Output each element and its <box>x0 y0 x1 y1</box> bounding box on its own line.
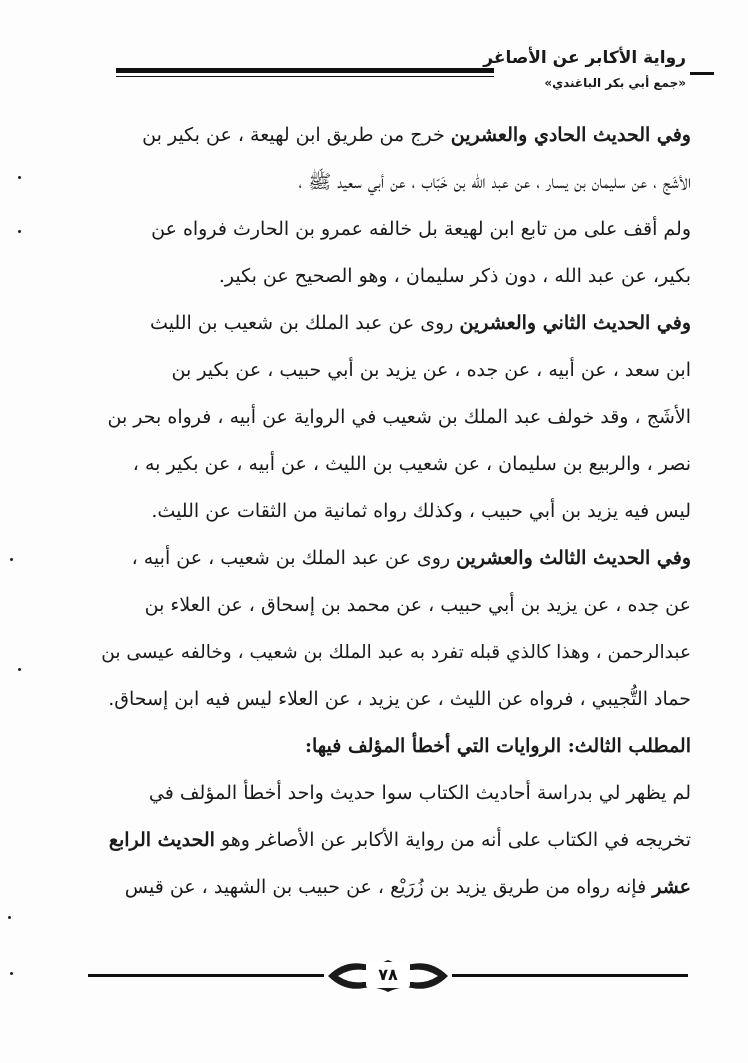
scan-speck <box>8 916 11 919</box>
header-rule-thin <box>116 76 494 77</box>
line-text: عن جده ، عن يزيد بن أبي حبيب ، عن محمد بن إسحاق ، عن العلاء بن <box>144 594 691 616</box>
line-text: ولم أقف على من تابع ابن لهيعة بل خالفه عمرو بن الحارث فرواه عن <box>151 218 691 240</box>
line-text: تخريجه في الكتاب على أنه من رواية الأكابر عن الأصاغر وهو <box>214 829 691 851</box>
text-line <box>88 770 691 817</box>
text-line <box>88 347 691 394</box>
bold-heading: وفي الحديث الثاني والعشرين <box>459 312 691 334</box>
book-title: رواية الأكابر عن الأصاغر <box>483 48 686 68</box>
page-footer <box>88 950 688 1000</box>
scan-speck <box>10 972 13 975</box>
book-subtitle: «جمع أبي بكر الباغندي» <box>544 76 686 90</box>
line-text: ابن سعد ، عن أبيه ، عن جده ، عن يزيد بن أبي حبيب ، عن بكير بن <box>171 359 691 381</box>
scan-speck <box>18 668 21 671</box>
text-line <box>88 723 691 770</box>
text-line <box>88 488 691 535</box>
bold-heading: الحديث الرابع <box>108 829 215 851</box>
page-number: ٧٨ <box>366 962 410 988</box>
text-line <box>88 206 691 253</box>
text-line <box>88 300 691 347</box>
scan-speck <box>18 176 21 179</box>
line-text: نصر ، والربيع بن سليمان ، عن شعيب بن الليث ، عن أبيه ، عن بكير به ، <box>132 453 691 475</box>
line-text: الأشَج ، وقد خولف عبد الملك بن شعيب في الرواية عن أبيه ، فرواه بحر بن <box>107 406 691 428</box>
line-text: لم يظهر لي بدراسة أحاديث الكتاب سوا حديث واحد أخطأ المؤلف في <box>148 782 691 804</box>
line-text: روى عن عبد الملك بن شعيب ، عن أبيه ، <box>131 547 457 569</box>
line-text: عبدالرحمن ، وهذا كالذي قبله تفرد به عبد الملك بن شعيب ، وخالفه عيسى بن <box>101 642 691 663</box>
line-text: خرج من طريق ابن لهيعة ، عن بكير بن <box>142 124 451 146</box>
bold-heading: وفي الحديث الثالث والعشرين <box>456 547 691 569</box>
text-line <box>88 864 691 911</box>
text-line <box>88 441 691 488</box>
line-text: روى عن عبد الملك بن شعيب بن الليث <box>150 312 460 334</box>
bold-heading: وفي الحديث الحادي والعشرين <box>450 124 691 146</box>
text-line <box>88 817 691 864</box>
line-text: الأشَج ، عن سليمان بن يسار ، عن عبد الله بن خَبّاب ، عن أبي سعيد ﷺ ، <box>298 171 691 193</box>
header-tick <box>690 72 714 75</box>
header-rule <box>116 68 494 73</box>
text-line <box>88 394 691 441</box>
scan-speck <box>18 230 21 233</box>
line-text: فإنه رواه من طريق يزيد بن زُرَيْع ، عن حبيب بن الشهيد ، عن قيس <box>124 876 653 898</box>
running-header <box>86 42 686 102</box>
line-text: ليس فيه يزيد بن أبي حبيب ، وكذلك رواه ثمانية من الثقات عن الليث. <box>151 500 691 522</box>
bold-heading: المطلب الثالث: الروايات التي أخطأ المؤلف فيها: <box>304 735 691 757</box>
text-line <box>88 629 691 676</box>
text-line <box>88 112 691 159</box>
line-text: حماد التُّجيبي ، فرواه عن الليث ، عن يزيد ، عن العلاء ليس فيه ابن إسحاق. <box>108 688 691 710</box>
bold-heading: عشر <box>652 876 691 898</box>
text-line <box>88 676 691 723</box>
footer-rule-right <box>452 974 688 977</box>
text-line <box>88 253 691 300</box>
text-line <box>88 535 691 582</box>
text-line <box>88 582 691 629</box>
footer-rule-left <box>88 974 324 977</box>
line-text: بكير، عن عبد الله ، دون ذكر سليمان ، وهو الصحيح عن بكير. <box>218 265 691 287</box>
scan-speck <box>10 558 13 561</box>
text-line <box>88 159 691 206</box>
page-body <box>88 112 691 911</box>
